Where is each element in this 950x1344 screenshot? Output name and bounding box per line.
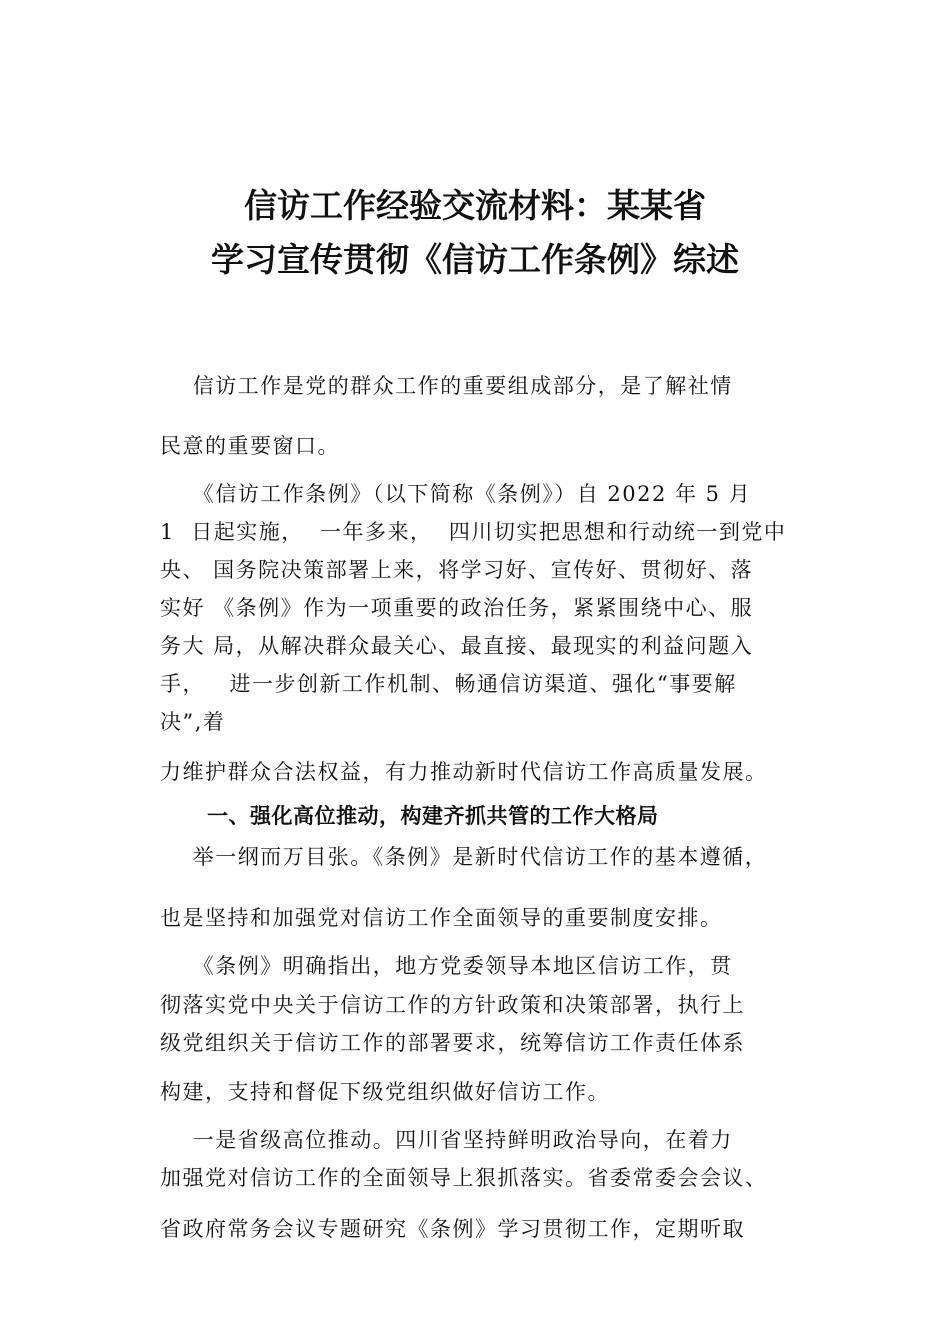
document-title-line-2: 学习宣传贯彻《信访工作条例》综述 — [211, 240, 739, 279]
paragraph-line: 务大 局，从解决群众最关心、最直接、最现实的利益问题入 — [160, 634, 754, 658]
paragraph-line: 《条例》明确指出，地方党委领导本地区信访工作，贯 — [160, 954, 733, 978]
paragraph-line: 力维护群众合法权益，有力推动新时代信访工作高质量发展。 — [160, 760, 768, 784]
paragraph-line: 加强党对信访工作的全面领导上狠抓落实。省委常委会会议、 — [160, 1166, 768, 1190]
document-title-line-1: 信访工作经验交流材料：某某省 — [244, 186, 706, 225]
paragraph-line: 举一纲而万目张。《条例》是新时代信访工作的基本遵循， — [160, 845, 768, 869]
paragraph-line: 民意的重要窗口。 — [160, 434, 340, 458]
paragraph-line: 决”,着 — [160, 710, 226, 734]
paragraph-line: 一是省级高位推动。四川省坚持鲜明政治导向，在着力 — [160, 1128, 733, 1152]
paragraph-line: 《信访工作条例》（以下简称《条例》）自 2022 年 5 月 — [160, 482, 752, 506]
paragraph-line: 也是坚持和加强党对信访工作全面领导的重要制度安排。 — [160, 906, 723, 930]
paragraph-line: 级党组织关于信访工作的部署要求，统筹信访工作责任体系 — [160, 1031, 745, 1055]
paragraph-line: 彻落实党中央关于信访工作的方针政策和决策部署，执行上 — [160, 993, 745, 1017]
paragraph-line: 1 日起实施， 一年多来， 四川切实把思想和行动统一到党中 — [160, 520, 787, 544]
paragraph-line: 央、 国务院决策部署上来，将学习好、宣传好、贯彻好、落 — [160, 558, 754, 582]
paragraph-line: 实好 《条例》作为一项重要的政治任务，紧紧围绕中心、服 — [160, 596, 754, 620]
paragraph-line: 手， 进一步创新工作机制、畅通信访渠道、强化“事要解 — [160, 672, 737, 696]
section-heading: 一、强化高位推动，构建齐抓共管的工作大格局 — [207, 804, 659, 828]
paragraph-line: 省政府常务会议专题研究《条例》学习贯彻工作，定期听取 — [160, 1217, 745, 1241]
paragraph-line: 构建，支持和督促下级党组织做好信访工作。 — [160, 1080, 610, 1104]
paragraph-line: 信访工作是党的群众工作的重要组成部分，是了解社情 — [160, 374, 733, 398]
